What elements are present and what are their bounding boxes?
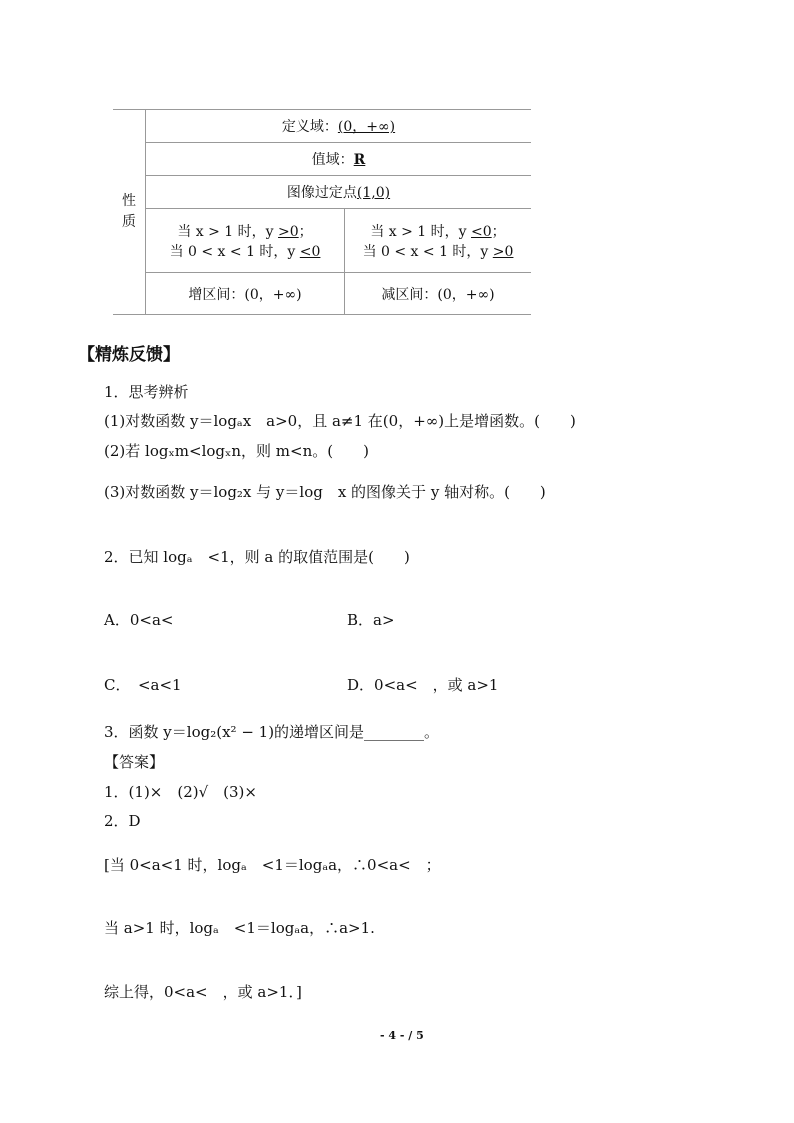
q1-item-1: (1)对数函数 y＝logₐx a>0，且 a≠1 在(0，+∞)上是增函数。( ): [104, 412, 576, 430]
left-case-cell: 当 x > 1 时，y >0； 当 0 < x < 1 时，y <0: [146, 209, 345, 273]
explanation-2: 当 a>1 时，logₐ <1＝logₐa，∴a>1.: [104, 919, 375, 937]
explanation-3: 综上得，0<a< ，或 a>1．]: [104, 983, 302, 1001]
q2-option-c: C． <a<1: [104, 676, 182, 694]
range-cell: 值域：R: [146, 143, 532, 176]
domain-cell: 定义域：(0，+∞): [146, 110, 532, 143]
section-heading: 【精炼反馈】: [78, 345, 180, 365]
q2-option-b: B．a>: [347, 611, 395, 629]
page-number: - 4 - / 5: [380, 1029, 424, 1042]
fixed-point-cell: 图像过定点(1,0): [146, 176, 532, 209]
increasing-interval-cell: 增区间：(0，+∞): [146, 273, 345, 315]
right-case-cell: 当 x > 1 时，y <0； 当 0 < x < 1 时，y >0: [345, 209, 532, 273]
q2-option-a: A．0<a<: [104, 611, 174, 629]
q1-title: 1．思考辨析: [104, 383, 189, 401]
q1-item-2: (2)若 logₓm<logₓn，则 m<n。( ): [104, 442, 369, 460]
answer-line-2: 2．D: [104, 812, 141, 830]
q3-stem: 3．函数 y＝log₂(x² − 1)的递增区间是________。: [104, 723, 440, 741]
explanation-1: [当 0<a<1 时，logₐ <1＝logₐa，∴0<a< ；: [104, 856, 441, 874]
side-label: 性 质: [113, 110, 146, 315]
q2-stem: 2．已知 logₐ <1，则 a 的取值范围是( ): [104, 548, 410, 566]
answer-line-1: 1．(1)× (2)√ (3)×: [104, 783, 257, 801]
q1-item-3: (3)对数函数 y＝log₂x 与 y＝log x 的图像关于 y 轴对称。( ): [104, 483, 546, 501]
decreasing-interval-cell: 减区间：(0，+∞): [345, 273, 532, 315]
properties-table: [113, 109, 531, 315]
q2-option-d: D．0<a< ，或 a>1: [347, 676, 499, 694]
answer-label: 【答案】: [104, 753, 165, 771]
